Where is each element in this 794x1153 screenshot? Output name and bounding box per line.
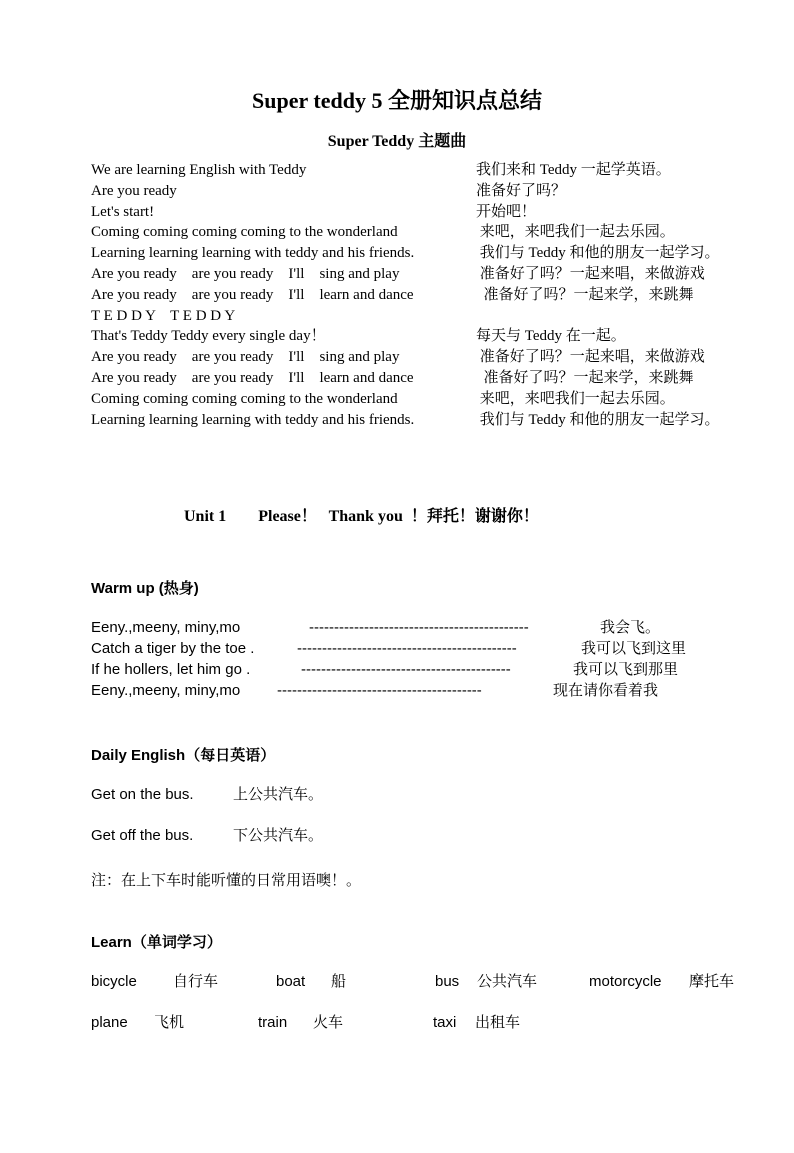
- warmup-line: [91, 618, 781, 638]
- song-line-en: Learning learning learning with teddy and his friends.: [91, 245, 415, 262]
- song-line: [91, 181, 771, 202]
- vocab-meaning: 公共汽车: [477, 973, 538, 990]
- warmup-line-dash: --------------------------------------------: [297, 640, 517, 657]
- unit-title: Unit 1 Please！ Thank you ！拜托！谢谢你！: [184, 508, 539, 525]
- song-line: [91, 285, 771, 306]
- song-line: [91, 368, 771, 389]
- page-title: Super teddy 5 全册知识点总结: [252, 88, 542, 113]
- warmup-line-dash: -----------------------------------------: [277, 682, 482, 699]
- daily-item-cn: 下公共汽车。: [233, 827, 324, 844]
- daily-item-en: Get off the bus.: [91, 827, 194, 844]
- vocab-row: [91, 972, 781, 992]
- song-line-en: Are you ready are you ready I'll learn and dance: [91, 286, 414, 303]
- vocab-word: bicycle: [91, 973, 137, 990]
- vocab-meaning: 飞机: [154, 1014, 185, 1031]
- song-line-cn: 准备好了吗？: [476, 182, 567, 199]
- song-line-cn: 每天与 Teddy 在一起。: [476, 328, 626, 345]
- warmup-line-dash: ------------------------------------------: [301, 661, 511, 678]
- song-line-en: Are you ready: [91, 182, 177, 199]
- song-line-cn: 来吧，来吧我们一起去乐园。: [476, 224, 675, 241]
- warmup-line-cn: 我可以飞到这里: [581, 640, 687, 657]
- daily-item: [91, 826, 781, 846]
- song-line: [91, 243, 771, 264]
- daily-item-cn: 上公共汽车。: [233, 786, 324, 803]
- song-line-en: Coming coming coming coming to the wonderland: [91, 390, 398, 407]
- learn-heading: Learn（单词学习）: [91, 934, 222, 951]
- warmup-line-en: Eeny.,meeny, miny,mo: [91, 682, 241, 699]
- song-line: [91, 347, 771, 368]
- song-line: [91, 306, 771, 327]
- warmup-line-en: Eeny.,meeny, miny,mo: [91, 619, 241, 636]
- vocab-meaning: 船: [331, 973, 347, 990]
- song-line: [91, 264, 771, 285]
- song-line-en: Let's start!: [91, 203, 155, 220]
- daily-item: [91, 785, 781, 805]
- warmup-heading: Warm up (热身): [91, 580, 199, 597]
- daily-note: 注：在上下车时能听懂的日常用语噢！。: [91, 872, 362, 889]
- song-line-cn: 准备好了吗？一起来学，来跳舞: [476, 286, 694, 303]
- warmup-line: [91, 681, 781, 701]
- song-line-en: Learning learning learning with teddy and his friends.: [91, 411, 415, 428]
- vocab-meaning: 摩托车: [689, 973, 735, 990]
- warmup-line: [91, 660, 781, 680]
- song-line-en: T E D D Y T E D D Y: [91, 307, 236, 324]
- song-line-en: We are learning English with Teddy: [91, 162, 307, 178]
- song-line-en: Coming coming coming coming to the wonderland: [91, 224, 398, 241]
- warmup-line-en: Catch a tiger by the toe .: [91, 640, 255, 657]
- song-line-cn: 准备好了吗？一起来唱，来做游戏: [476, 349, 705, 366]
- vocab-row: [91, 1013, 781, 1033]
- song-line: [91, 410, 771, 431]
- daily-heading: Daily English（每日英语）: [91, 747, 276, 764]
- song-line: [91, 222, 771, 243]
- song-line-en: Are you ready are you ready I'll sing and play: [91, 265, 400, 282]
- warmup-line-dash: --------------------------------------------: [309, 619, 529, 636]
- song-line-cn: 准备好了吗？一起来唱，来做游戏: [476, 265, 705, 282]
- song-line-en: That's Teddy Teddy every single day！: [91, 328, 326, 345]
- song-line: [91, 389, 771, 410]
- song-line-cn: 来吧，来吧我们一起去乐园。: [476, 390, 675, 407]
- vocab-meaning: 自行车: [173, 973, 219, 990]
- warmup-line-cn: 我可以飞到那里: [573, 661, 679, 678]
- warmup-line-cn: 我会飞。: [600, 619, 661, 636]
- song-line: [91, 326, 771, 347]
- theme-song: [91, 160, 771, 430]
- page-subtitle: Super Teddy 主题曲: [327, 133, 467, 150]
- song-line-cn: 我们与 Teddy 和他的朋友一起学习。: [476, 245, 720, 262]
- vocab-meaning: 出租车: [475, 1014, 521, 1031]
- song-line: [91, 160, 771, 181]
- vocab-word: bus: [435, 973, 460, 990]
- warmup-line-en: If he hollers, let him go .: [91, 661, 251, 678]
- song-line-cn: 准备好了吗？一起来学，来跳舞: [476, 369, 694, 386]
- vocab-meaning: 火车: [313, 1014, 344, 1031]
- song-line-cn: 我们来和 Teddy 一起学英语。: [476, 162, 671, 178]
- song-line-cn: 开始吧！: [476, 203, 537, 220]
- vocab-word: taxi: [433, 1014, 457, 1031]
- vocab-word: boat: [276, 973, 306, 990]
- daily-item-en: Get on the bus.: [91, 786, 194, 803]
- song-line-en: Are you ready are you ready I'll sing and play: [91, 349, 400, 366]
- warmup-line: [91, 639, 781, 659]
- song-line-cn: 我们与 Teddy 和他的朋友一起学习。: [476, 411, 720, 428]
- vocab-word: motorcycle: [589, 973, 662, 990]
- song-line-en: Are you ready are you ready I'll learn and dance: [91, 369, 414, 386]
- vocab-word: plane: [91, 1014, 128, 1031]
- warmup-line-cn: 现在请你看着我: [553, 682, 659, 699]
- vocab-word: train: [258, 1014, 288, 1031]
- song-line: [91, 202, 771, 223]
